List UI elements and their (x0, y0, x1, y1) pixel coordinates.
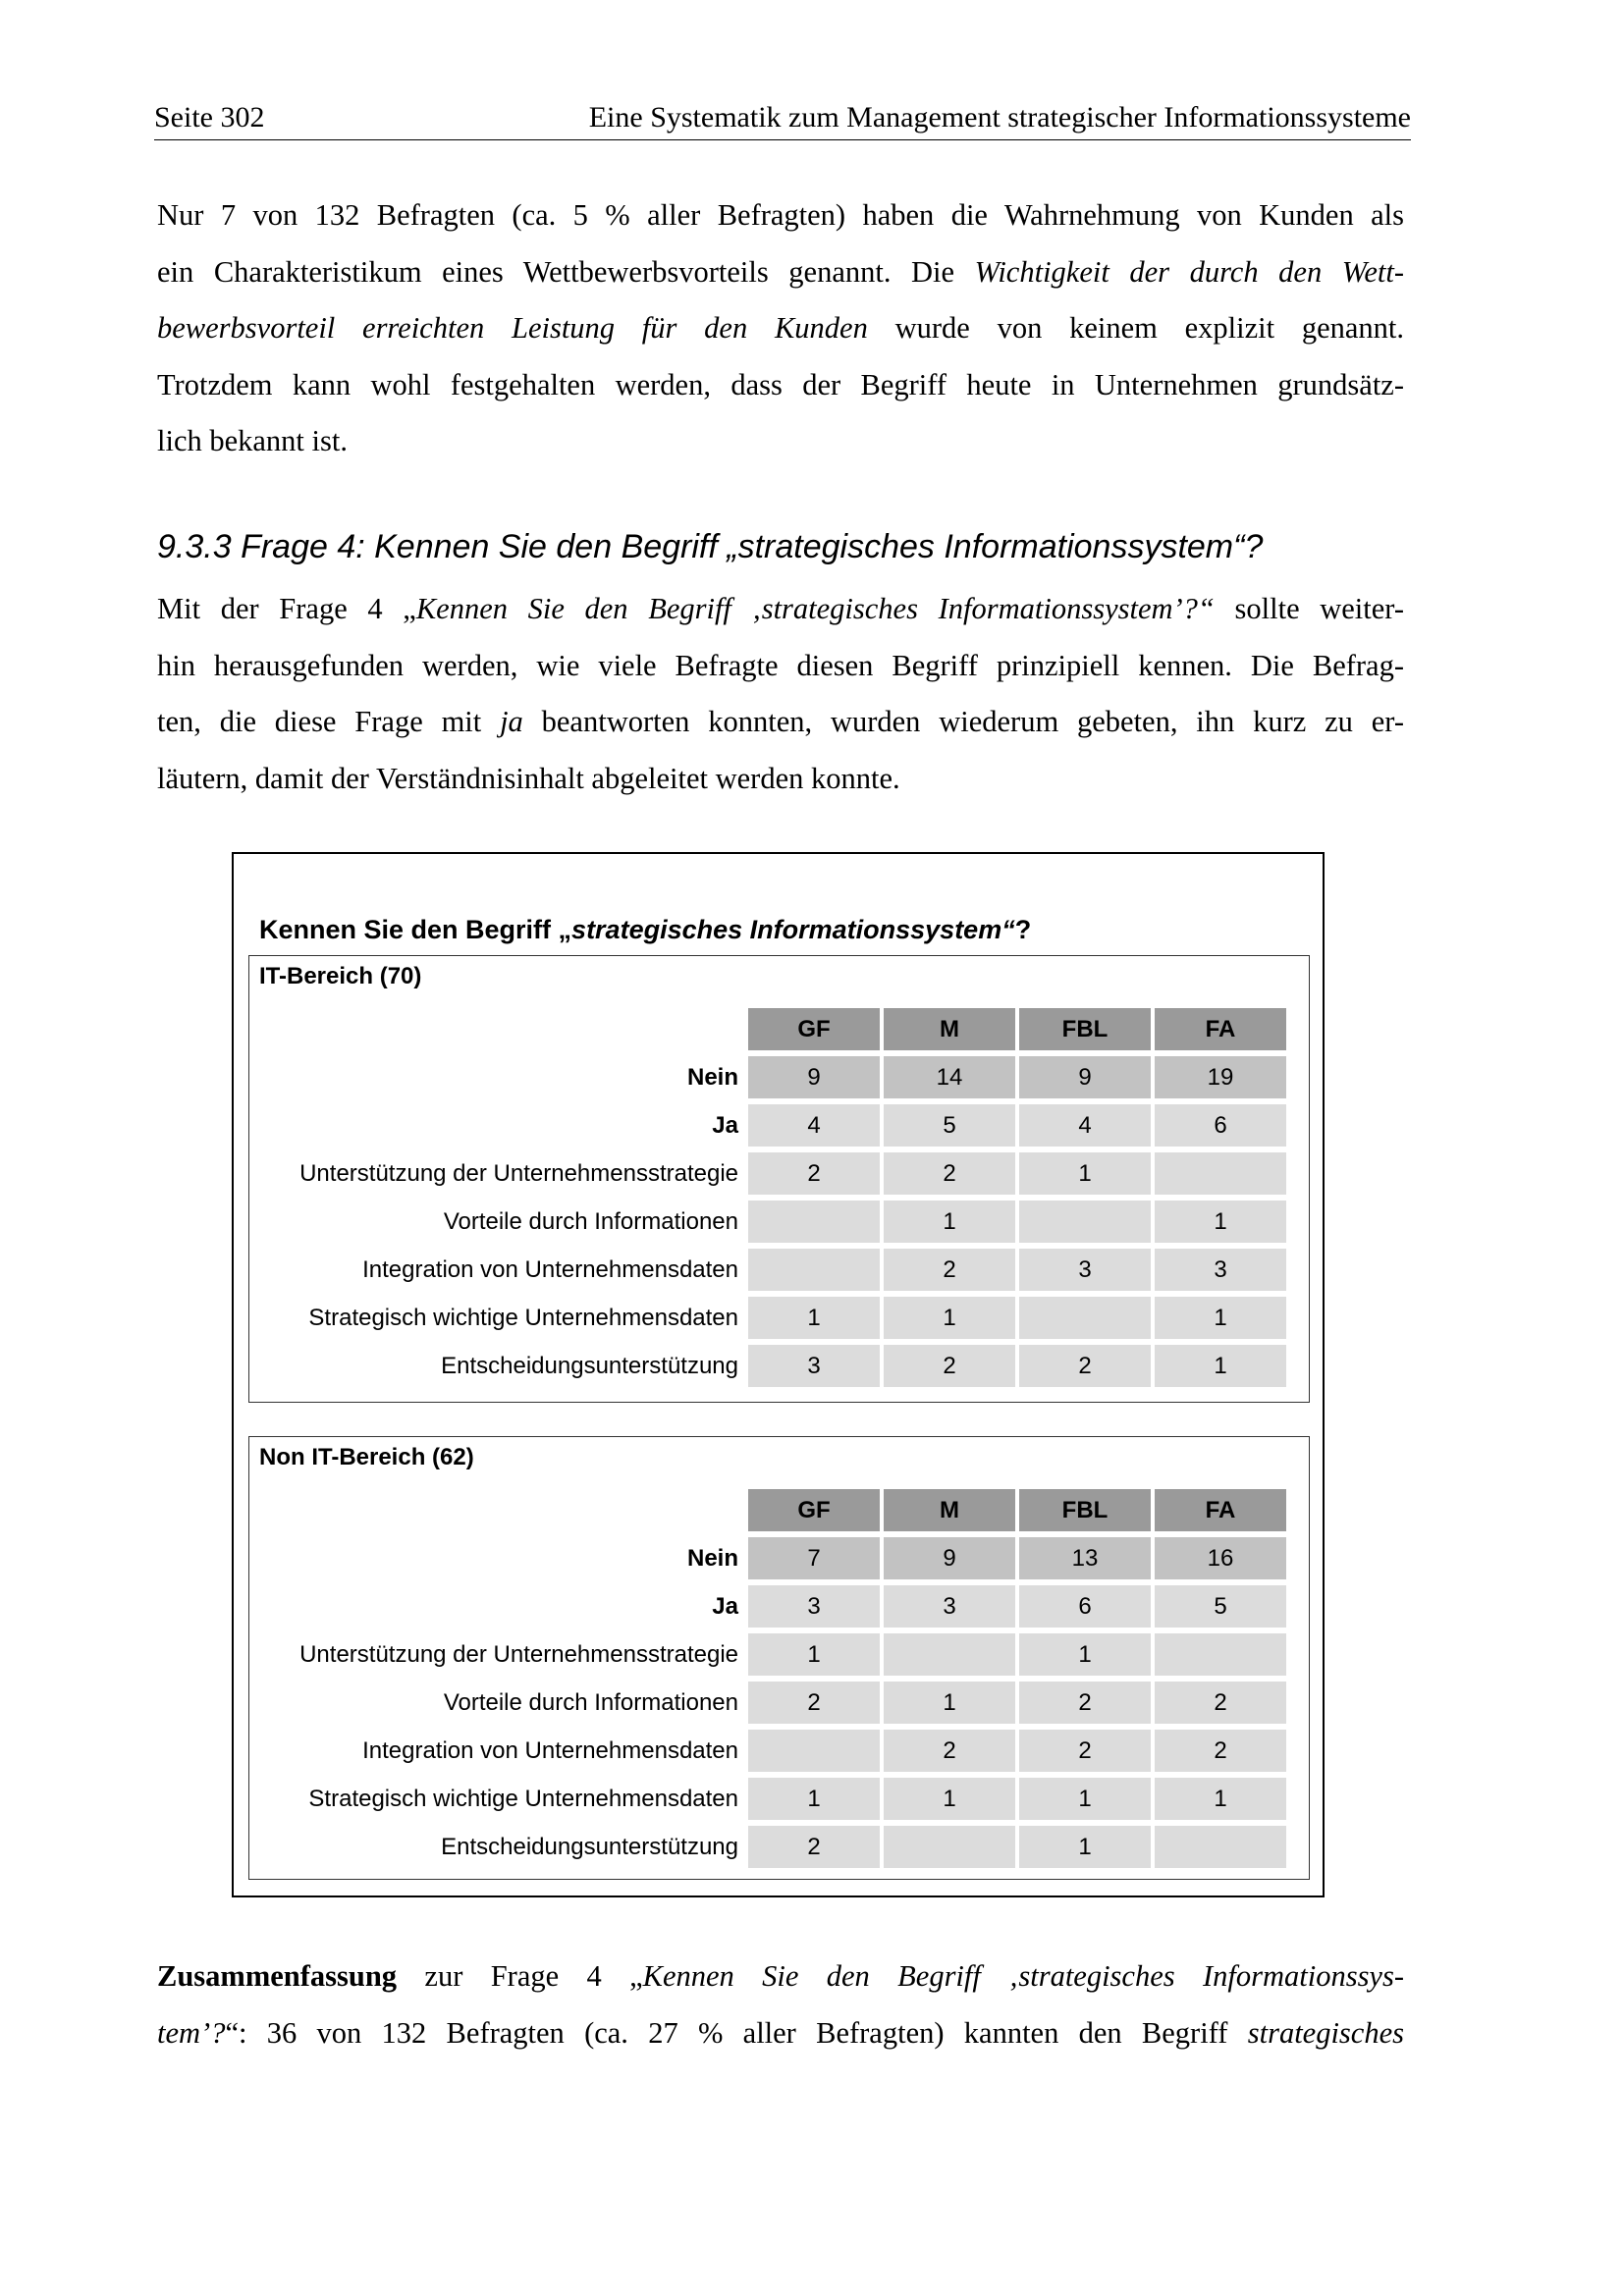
table-cell: 5 (1155, 1585, 1286, 1628)
table-row (253, 1056, 1286, 1098)
row-label: Entscheidungsunterstützung (441, 1833, 738, 1860)
table-cell (1155, 1152, 1286, 1195)
table-cell: 2 (748, 1826, 880, 1868)
table-cell: 1 (1019, 1826, 1151, 1868)
table-cell: 7 (748, 1537, 880, 1579)
table-cell: 19 (1155, 1056, 1286, 1098)
table-row (253, 1730, 1286, 1772)
text-line: läutern, damit der Verständnisinhalt abgeleitet werden konnte. (157, 761, 900, 795)
emphasis: bewerbsvorteil erreichten Leistung für den Kunden (157, 311, 868, 345)
table-cell: 3 (1019, 1249, 1151, 1291)
header-row (253, 1489, 1286, 1531)
emphasis: Kennen Sie den Begriff ‚strategisches Informationssys- (642, 1959, 1404, 1993)
text-line: Mit der Frage 4 „Kennen Sie den Begriff ‚strategisches Informationssystem’?“ sollte weiter- (157, 592, 1404, 625)
row-label: Unterstützung der Unternehmensstrategie (299, 1159, 738, 1187)
row-label: Ja (712, 1111, 738, 1139)
row-label: Nein (686, 1063, 738, 1091)
row-label: Integration von Unternehmensdaten (362, 1255, 738, 1283)
emphasis: tem’? (157, 2015, 226, 2050)
table-cell: 6 (1019, 1585, 1151, 1628)
table-row (253, 1152, 1286, 1195)
emphasis: Wichtigkeit der durch den Wett- (974, 254, 1404, 289)
table-row (253, 1104, 1286, 1147)
header-row (253, 1008, 1286, 1050)
table-cell: 6 (1155, 1104, 1286, 1147)
row-label: Nein (686, 1544, 738, 1572)
text-line: Nur 7 von 132 Befragten (ca. 5 % aller Befragten) haben die Wahrnehmung von Kunden als (157, 198, 1404, 232)
table-cell (884, 1826, 1015, 1868)
table-row (253, 1345, 1286, 1387)
table-row (253, 1682, 1286, 1724)
table-cell (748, 1249, 880, 1291)
table-cell: 4 (1019, 1104, 1151, 1147)
text-line: hin herausgefunden werden, wie viele Befragte diesen Begriff prinzipiell kennen. Die Befrag- (157, 648, 1404, 682)
table-row (253, 1778, 1286, 1820)
table-cell: 9 (748, 1056, 880, 1098)
table-cell: 1 (1155, 1778, 1286, 1820)
text-line: ten, die diese Frage mit ja beantworten konnten, wurden wiederum gebeten, ihn kurz zu er- (157, 705, 1404, 738)
table-cell: 1 (884, 1778, 1015, 1820)
text-line: bewerbsvorteil erreichten Leistung für den Kunden wurde von keinem explizit genannt. (157, 311, 1405, 345)
table-cell: 2 (1019, 1345, 1151, 1387)
bold-term: Zusammenfassung (157, 1959, 398, 1993)
table-cell (1155, 1826, 1286, 1868)
column-header: FA (1155, 1489, 1286, 1531)
table-cell (1019, 1297, 1151, 1339)
table-cell: 1 (884, 1201, 1015, 1243)
table-cell: 13 (1019, 1537, 1151, 1579)
text-line: lich bekannt ist. (157, 424, 348, 457)
table-cell: 3 (748, 1345, 880, 1387)
table-cell: 1 (1019, 1152, 1151, 1195)
paragraph-zusammenfassung (157, 1949, 1404, 2061)
table-cell: 1 (748, 1778, 880, 1820)
text-line: ein Charakteristikum eines Wettbewerbsvorteils genannt. Die Wichtigkeit der durch den Wett- (157, 254, 1404, 289)
header-spacer (253, 1008, 744, 1050)
table-cell: 1 (1155, 1297, 1286, 1339)
group-non-it-bereich (248, 1436, 1310, 1880)
table-cell: 5 (884, 1104, 1015, 1147)
emphasis: Kennen Sie den Begriff ‚strategisches Informationssystem’?“ (415, 592, 1215, 625)
results-table (249, 1002, 1290, 1393)
table-cell: 3 (884, 1585, 1015, 1628)
section-heading: 9.3.3 Frage 4: Kennen Sie den Begriff „strategisches Informationssystem“? (157, 528, 1264, 565)
table-cell (884, 1633, 1015, 1676)
table-cell: 4 (748, 1104, 880, 1147)
column-header: FBL (1019, 1489, 1151, 1531)
table-cell: 2 (748, 1152, 880, 1195)
table-cell: 1 (884, 1682, 1015, 1724)
table-cell (748, 1730, 880, 1772)
table-row (253, 1537, 1286, 1579)
table-cell: 2 (884, 1345, 1015, 1387)
table-cell: 2 (1019, 1730, 1151, 1772)
paragraph-frage-4 (157, 581, 1404, 807)
column-header: M (884, 1008, 1015, 1050)
emphasis: ja (500, 705, 523, 738)
table-cell: 2 (884, 1249, 1015, 1291)
table-cell: 9 (1019, 1056, 1151, 1098)
table-row (253, 1826, 1286, 1868)
table-row (253, 1249, 1286, 1291)
table-cell: 1 (1019, 1633, 1151, 1676)
table-cell: 2 (884, 1152, 1015, 1195)
table-cell (1019, 1201, 1151, 1243)
group-it-bereich (248, 955, 1310, 1403)
table-row (253, 1201, 1286, 1243)
group-title: IT-Bereich (70) (259, 963, 422, 989)
table-cell: 2 (1019, 1682, 1151, 1724)
figure-title: Kennen Sie den Begriff „strategisches Informationssystem“? (259, 915, 1032, 944)
running-header (154, 96, 1411, 140)
emphasis: strategisches (1247, 2015, 1404, 2050)
group-title: Non IT-Bereich (62) (259, 1444, 474, 1470)
running-title: Eine Systematik zum Management strategischer Informationssysteme (588, 101, 1411, 133)
table-cell: 1 (1155, 1201, 1286, 1243)
column-header: M (884, 1489, 1015, 1531)
table-cell: 16 (1155, 1537, 1286, 1579)
table-cell: 9 (884, 1537, 1015, 1579)
row-label: Vorteile durch Informationen (443, 1688, 738, 1716)
row-label: Strategisch wichtige Unternehmensdaten (308, 1785, 738, 1812)
table-cell: 2 (884, 1730, 1015, 1772)
table-cell: 2 (1155, 1682, 1286, 1724)
table-cell: 1 (1019, 1778, 1151, 1820)
table-cell: 3 (1155, 1249, 1286, 1291)
table-cell (748, 1201, 880, 1243)
row-label: Ja (712, 1592, 738, 1620)
table-cell (1155, 1633, 1286, 1676)
page-number: Seite 302 (154, 101, 265, 133)
row-label: Unterstützung der Unternehmensstrategie (299, 1640, 738, 1668)
table-cell: 1 (748, 1633, 880, 1676)
header-spacer (253, 1489, 744, 1531)
column-header: GF (748, 1008, 880, 1050)
table-row (253, 1633, 1286, 1676)
table-cell: 1 (1155, 1345, 1286, 1387)
table-row (253, 1297, 1286, 1339)
results-table (249, 1483, 1290, 1874)
row-label: Entscheidungsunterstützung (441, 1352, 738, 1379)
column-header: FBL (1019, 1008, 1151, 1050)
row-label: Integration von Unternehmensdaten (362, 1736, 738, 1764)
table-cell: 14 (884, 1056, 1015, 1098)
text-line: tem’?“: 36 von 132 Befragten (ca. 27 % aller Befragten) kannten den Begriff strategisches (157, 2015, 1404, 2050)
paragraph-wettbewerbsvorteil (157, 187, 1404, 470)
row-label: Strategisch wichtige Unternehmensdaten (308, 1304, 738, 1331)
text-line: Zusammenfassung zur Frage 4 „Kennen Sie den Begriff ‚strategisches Informationssys- (157, 1959, 1404, 1993)
column-header: FA (1155, 1008, 1286, 1050)
table-cell: 1 (748, 1297, 880, 1339)
table-cell: 1 (884, 1297, 1015, 1339)
survey-figure (232, 852, 1325, 1897)
text-line: Trotzdem kann wohl festgehalten werden, dass der Begriff heute in Unternehmen grundsätz- (157, 367, 1404, 401)
table-cell: 2 (748, 1682, 880, 1724)
row-label: Vorteile durch Informationen (443, 1207, 738, 1235)
column-header: GF (748, 1489, 880, 1531)
table-row (253, 1585, 1286, 1628)
table-cell: 2 (1155, 1730, 1286, 1772)
table-cell: 3 (748, 1585, 880, 1628)
